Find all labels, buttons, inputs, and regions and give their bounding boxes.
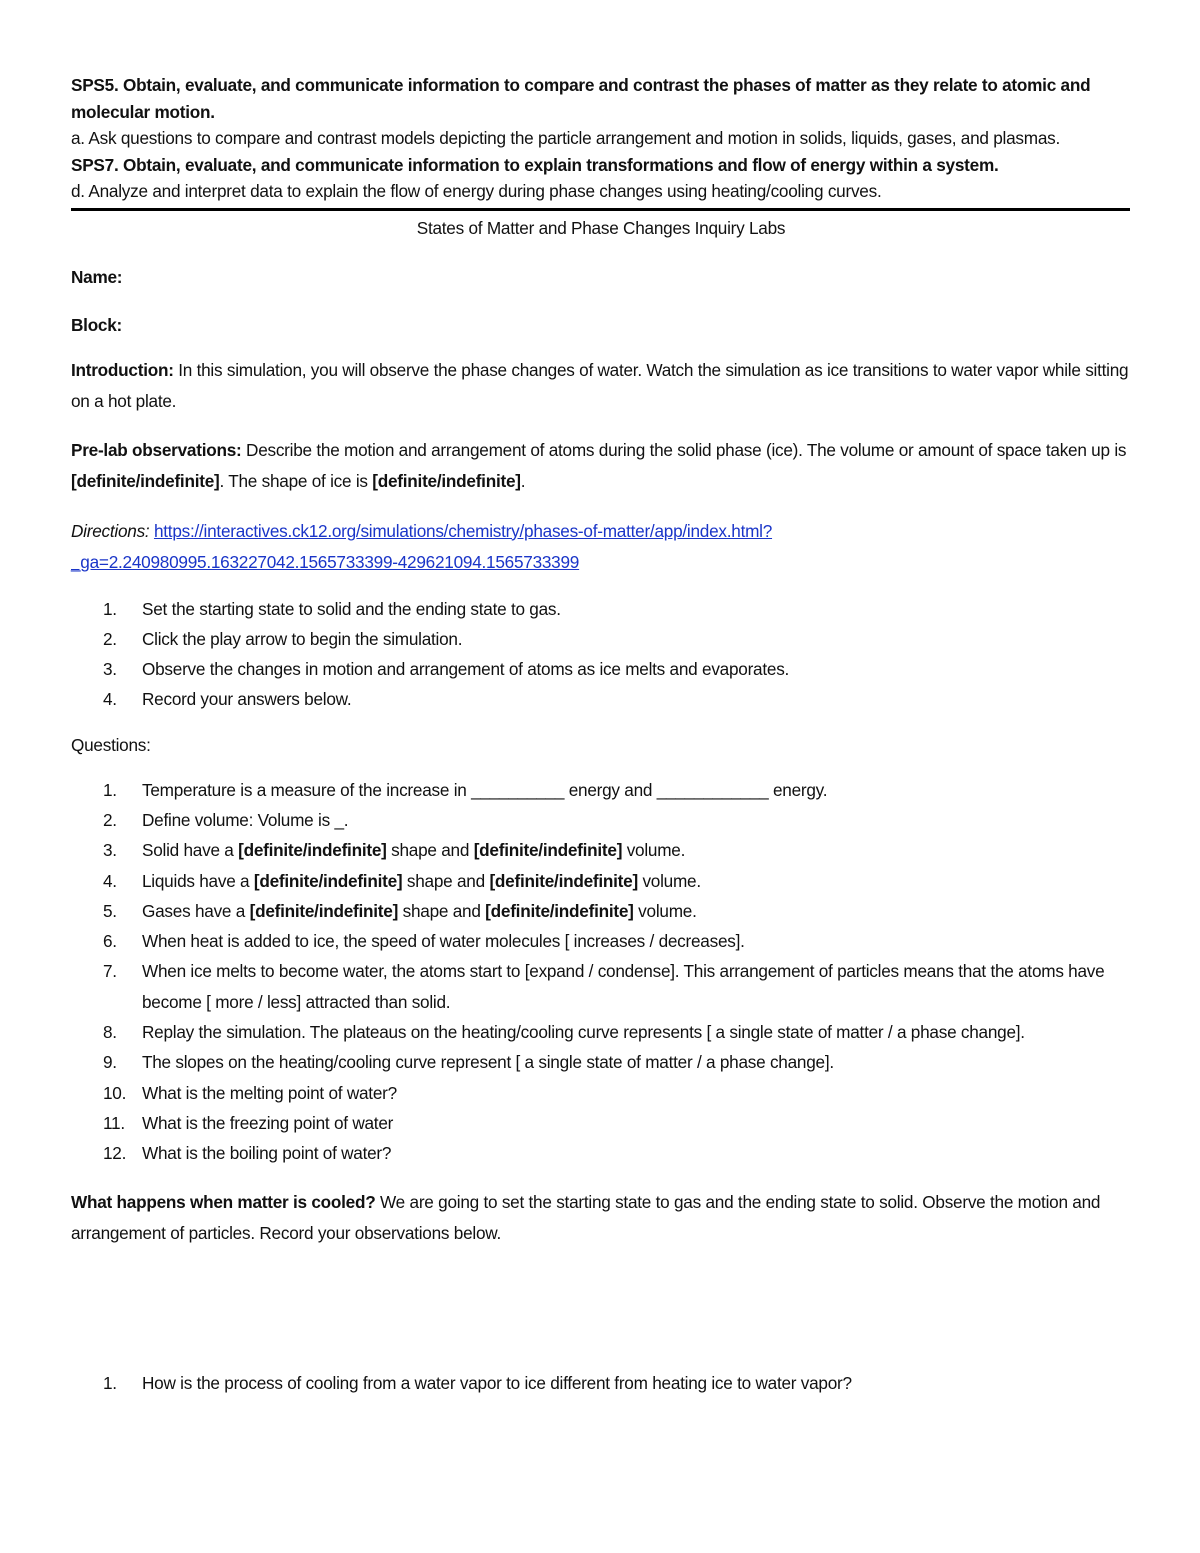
list-text: Gases have a — [142, 900, 250, 921]
list-number: 1. — [103, 598, 117, 619]
list-number: 3. — [103, 840, 117, 861]
questions-heading: Questions: — [71, 734, 151, 755]
directions-label: Directions: — [71, 520, 150, 541]
final-question — [71, 1368, 1131, 1398]
list-item — [71, 654, 1131, 684]
simulation-link-continued[interactable]: _ga=2.240980995.163227042.1565733399-429621094.1565733399 — [71, 551, 580, 572]
standards-header — [71, 72, 1131, 205]
list-text: Liquids have a — [142, 870, 254, 891]
question-11 — [71, 1108, 1131, 1138]
standard-sps5: SPS5. Obtain, evaluate, and communicate information to compare and contrast the phases of matter as they relate to atomic and molecular motion. — [71, 75, 1091, 122]
standard-sps7-d: d. Analyze and interpret data to explain the flow of energy during phase changes using heating/cooling curves. — [71, 181, 882, 201]
cooling-text: We are going to set the starting state to gas and the ending state to solid. Observe the motion and arrangement of particles. Record your observations below. — [71, 1191, 1101, 1243]
simulation-link[interactable]: https://interactives.ck12.org/simulations/chemistry/phases-of-matter/app/index.html? — [153, 520, 773, 541]
standard-sps7: SPS7. Obtain, evaluate, and communicate information to explain transformations and flow of energy within a system. — [71, 154, 999, 175]
list-text: What is the freezing point of water — [142, 1112, 394, 1133]
question-6 — [71, 926, 1131, 956]
list-item — [71, 594, 1131, 624]
page-title: States of Matter and Phase Changes Inquiry Labs — [416, 217, 786, 238]
cooling-label: What happens when matter is cooled? — [71, 1191, 376, 1212]
list-text: shape and — [402, 870, 490, 891]
list-text: What is the melting point of water? — [142, 1082, 397, 1103]
list-text: shape and — [398, 900, 486, 921]
question-9 — [71, 1047, 1131, 1077]
question-4 — [71, 866, 1131, 896]
list-text: volume. — [622, 840, 686, 861]
prelab-text: Describe the motion and arrangement of atoms during the solid phase (ice). The volume or amount of space taken up is — [241, 439, 1127, 460]
block-field: Block: — [71, 314, 123, 335]
question-5 — [71, 896, 1131, 926]
cooling-section — [71, 1187, 1131, 1249]
question-7 — [71, 956, 1131, 1017]
list-text: Replay the simulation. The plateaus on the heating/cooling curve represents [ a single state of matter / a phase change]. — [142, 1022, 1025, 1043]
list-text: Observe the changes in motion and arrangement of atoms as ice melts and evaporates. — [142, 659, 790, 680]
list-text: Define volume: Volume is _. — [142, 809, 349, 830]
list-text: Temperature is a measure of the increase in __________ energy and ____________ energy. — [142, 779, 828, 800]
list-text: Record your answers below. — [142, 689, 352, 710]
list-number: 4. — [103, 870, 117, 891]
list-number: 2. — [103, 628, 117, 649]
question-8 — [71, 1017, 1131, 1047]
name-field: Name: — [71, 266, 123, 287]
prelab-shape-choice: [definite/indefinite] — [372, 470, 521, 491]
list-text: Set the starting state to solid and the ending state to gas. — [142, 598, 561, 619]
prelab-text: . — [520, 470, 526, 491]
question-1 — [71, 775, 1131, 805]
list-number: 11. — [103, 1112, 125, 1133]
list-number: 10. — [103, 1082, 127, 1103]
final-question-list — [71, 1368, 1131, 1398]
choice-text: [definite/indefinite] — [485, 900, 634, 921]
prelab-observations — [71, 435, 1131, 497]
list-number: 6. — [103, 931, 117, 952]
list-number: 1. — [103, 1372, 117, 1393]
list-number: 8. — [103, 1022, 117, 1043]
question-12 — [71, 1138, 1131, 1168]
choice-text: [definite/indefinite] — [253, 870, 403, 891]
directions-steps — [71, 594, 1131, 715]
header-divider — [71, 208, 1130, 211]
list-number: 1. — [103, 779, 117, 800]
list-text: volume. — [637, 870, 701, 891]
choice-text: [definite/indefinite] — [489, 870, 638, 891]
list-text: Click the play arrow to begin the simulation. — [142, 628, 463, 649]
list-number: 12. — [103, 1143, 127, 1164]
list-number: 7. — [103, 961, 117, 982]
prelab-text: . The shape of ice is — [219, 470, 373, 491]
list-text: When ice melts to become water, the atoms start to [expand / condense]. This arrangement of particles means that the atoms have become [ more / less] attracted than solid. — [142, 961, 1105, 1012]
choice-text: [definite/indefinite] — [249, 900, 399, 921]
list-number: 9. — [103, 1052, 117, 1073]
questions-list — [71, 775, 1131, 1169]
list-text: volume. — [633, 900, 697, 921]
list-text: shape and — [386, 840, 474, 861]
list-number: 5. — [103, 900, 117, 921]
question-2 — [71, 805, 1131, 835]
question-3 — [71, 835, 1131, 865]
list-number: 2. — [103, 809, 117, 830]
introduction-text: In this simulation, you will observe the phase changes of water. Watch the simulation as ice transitions to water vapor while sitting on a hot plate. — [71, 359, 1129, 411]
list-text: What is the boiling point of water? — [142, 1143, 392, 1164]
list-text: How is the process of cooling from a water vapor to ice different from heating ice to water vapor? — [142, 1372, 852, 1393]
question-10 — [71, 1078, 1131, 1108]
introduction-label: Introduction: — [71, 359, 174, 380]
standard-sps5-a: a. Ask questions to compare and contrast models depicting the particle arrangement and motion in solids, liquids, gases, and plasmas. — [71, 128, 1061, 148]
list-item — [71, 624, 1131, 654]
list-number: 4. — [103, 689, 117, 710]
list-text: Solid have a — [142, 840, 239, 861]
list-text: The slopes on the heating/cooling curve represent [ a single state of matter / a phase change]. — [142, 1052, 834, 1073]
choice-text: [definite/indefinite] — [238, 840, 387, 861]
directions — [71, 516, 1131, 578]
worksheet-page — [71, 72, 1131, 1398]
choice-text: [definite/indefinite] — [473, 840, 623, 861]
list-number: 3. — [103, 659, 117, 680]
prelab-label: Pre-lab observations: — [71, 439, 242, 460]
list-text: When heat is added to ice, the speed of water molecules [ increases / decreases]. — [142, 931, 745, 952]
prelab-volume-choice: [definite/indefinite] — [71, 470, 220, 491]
list-item — [71, 684, 1131, 714]
introduction — [71, 355, 1131, 417]
